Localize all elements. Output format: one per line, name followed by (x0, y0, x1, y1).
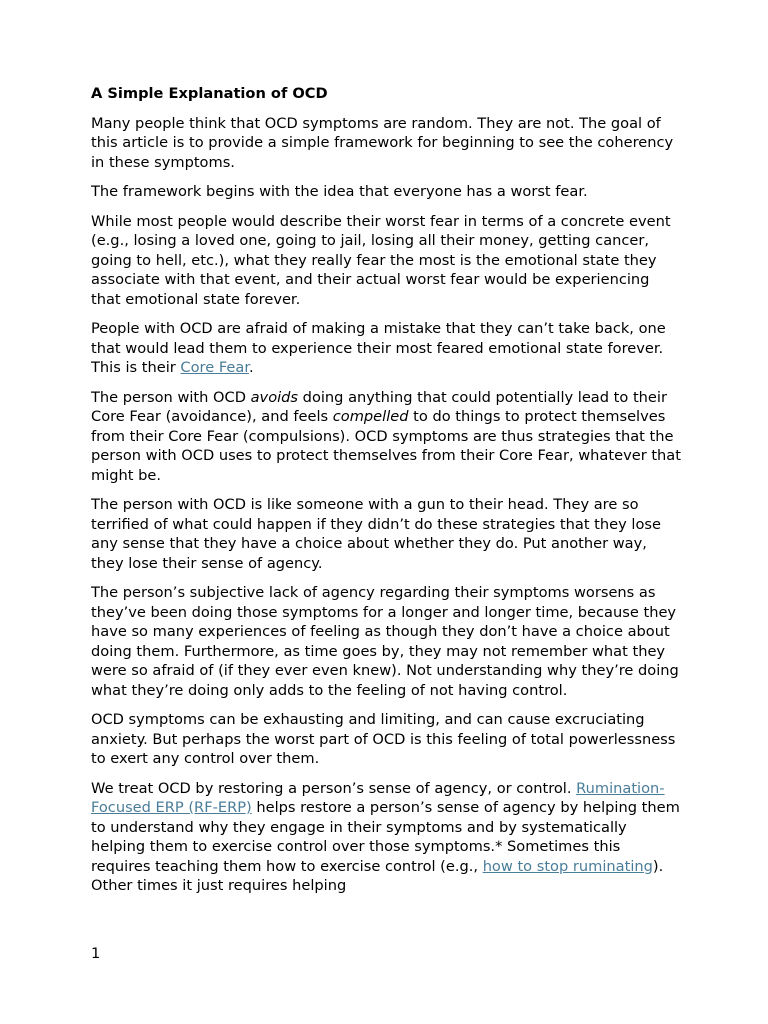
paragraph-9-text-3: ). Other times it just requires helping (91, 857, 664, 894)
paragraph-1: Many people think that OCD symptoms are random. They are not. The goal of this article is to provide a simple framework for beginning to see the coherency in these symptoms. (91, 114, 674, 171)
paragraph-8: OCD symptoms can be exhausting and limiting, and can cause excruciating anxiety. But perhaps the worst part of OCD is this feeling of total powerlessness to exert any control over them. (91, 711, 676, 767)
paragraph-2: The framework begins with the idea that everyone has a worst fear. (91, 183, 588, 200)
paragraph-3: While most people would describe their worst fear in terms of a concrete event (e.g., losing a loved one, going to jail, losing all their money, getting cancer, going to hell, etc.), what they really fear the most is the emotional state they associate with that event, and their actual worst fear would be experiencing that emotional state forever. (91, 212, 671, 308)
paragraph-4 (91, 319, 681, 378)
paragraph-5 (91, 388, 681, 486)
paragraph-5-text-2: doing anything that could potentially lead to their Core Fear (avoidance), and feels (91, 388, 667, 425)
core-fear-link[interactable]: Core Fear (180, 359, 249, 376)
page-number: 1 (91, 945, 101, 962)
paragraph-9 (91, 779, 681, 896)
paragraph-4-text: People with OCD are afraid of making a mistake that they can’t take back, one that would lead them to experience their most feared emotional state forever. This is their (91, 320, 666, 376)
rf-erp-link[interactable]: Rumination-Focused ERP (RF-ERP) (91, 779, 665, 816)
paragraph-5-text-1: The person with OCD (91, 388, 251, 406)
paragraph-5-text-3: to do things to protect themselves from their Core Fear (compulsions). OCD symptoms are thus strategies that the person with OCD uses to protect themselves from their Core Fear, whatever that might be. (91, 408, 681, 484)
paragraph-4-end: . (249, 359, 254, 376)
avoids-emphasis: avoids (250, 388, 299, 406)
stop-ruminating-link[interactable]: how to stop ruminating (482, 857, 653, 875)
document-body (91, 84, 681, 906)
paragraph-7: The person’s subjective lack of agency regarding their symptoms worsens as they’ve been doing those symptoms for a longer and longer time, because they have so many experiences of feeling as though they don’t have a choice about doing them. Furthermore, as time goes by, they may not remember what they were so afraid of (if they ever even knew). Not understanding why they’re doing what they’re doing only adds to the feeling of not having control. (91, 584, 679, 699)
paragraph-9-text-2: helps restore a person’s sense of agency by helping them to understand why they engage in their symptoms and by systematically helping them to exercise control over those symptoms.* Sometimes this requires teaching them how to exercise control (e.g., (91, 799, 680, 875)
compelled-emphasis: compelled (332, 408, 409, 425)
paragraph-9-text-1: We treat OCD by restoring a person’s sense of agency, or control. (91, 779, 577, 797)
document-title: A Simple Explanation of OCD (91, 85, 328, 102)
paragraph-6: The person with OCD is like someone with a gun to their head. They are so terrified of what could happen if they didn’t do these strategies that they lose any sense that they have a choice about whether they do. Put another way, they lose their sense of agency. (91, 496, 661, 572)
